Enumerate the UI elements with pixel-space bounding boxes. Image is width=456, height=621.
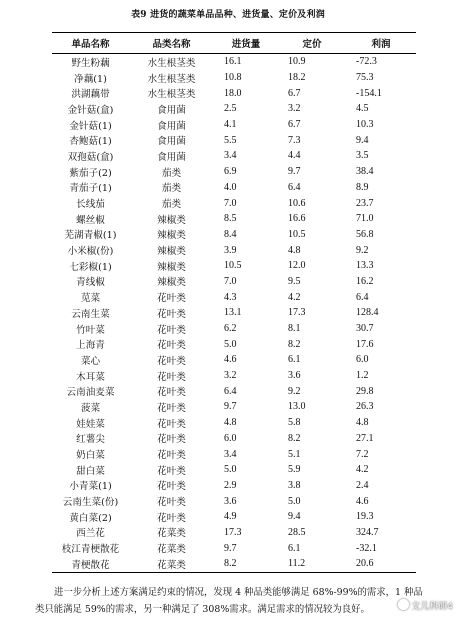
price-cell: 3.8	[288, 479, 301, 491]
table-row	[52, 368, 416, 384]
price-cell: 9.2	[288, 385, 301, 397]
item-name-cell: 枝江青梗散花	[61, 544, 120, 556]
table-body	[52, 54, 416, 573]
price-cell: 4.2	[288, 291, 301, 303]
price-cell: 6.4	[288, 181, 301, 193]
item-name-cell: 小米椒(份)	[67, 246, 114, 258]
purchase-qty-cell: 6.9	[224, 166, 237, 178]
profit-cell: 19.3	[356, 511, 374, 523]
profit-cell: 71.0	[356, 213, 374, 225]
price-cell: 17.3	[288, 307, 306, 319]
watermark	[398, 599, 453, 612]
category-cell: 花菜类	[129, 556, 214, 572]
purchase-qty-cell: 3.6	[224, 495, 237, 507]
price-cell: 28.5	[288, 526, 306, 538]
table-row	[52, 399, 416, 415]
price-cell: 9.4	[288, 511, 301, 523]
category-cell: 辣椒类	[157, 214, 186, 226]
purchase-qty-cell: 4.3	[224, 291, 237, 303]
table-row	[52, 383, 416, 399]
table-header-row	[52, 33, 416, 54]
profit-cell: 324.7	[356, 526, 379, 538]
price-cell: 9.7	[288, 166, 301, 178]
purchase-qty-cell: 8.2	[214, 556, 278, 572]
category-cell: 水生根茎类	[147, 57, 196, 69]
table-caption: 表9 进货的蔬菜单品品种、进货量、定价及利润	[131, 10, 325, 20]
wechat-logo-icon	[398, 599, 409, 610]
profit-cell: -154.1	[356, 87, 382, 99]
analysis-paragraph: 进一步分析上述方案满足约束的情况，发现 4 种品类能够满足 68%-99%的需求，1 种品类只能满足 59%的需求，另一种满足了 308%需求。满足需求的情况较为良好。	[35, 587, 423, 615]
profit-cell: 16.2	[356, 275, 374, 287]
profit-cell: 27.1	[356, 432, 374, 444]
category-cell: 食用菌	[157, 104, 186, 116]
category-cell: 食用菌	[157, 136, 186, 148]
table-row	[52, 54, 416, 70]
category-cell: 食用菌	[157, 120, 186, 132]
profit-cell: 128.4	[356, 307, 379, 319]
item-name-cell: 红薯尖	[76, 434, 105, 446]
profit-cell: 9.4	[356, 134, 369, 146]
category-cell: 花叶类	[157, 481, 186, 493]
purchase-qty-cell: 8.5	[224, 213, 237, 225]
item-name-cell: 螺丝椒	[76, 214, 105, 226]
profit-cell: 23.7	[356, 197, 374, 209]
category-cell: 花叶类	[157, 497, 186, 509]
purchase-qty-cell: 10.8	[224, 72, 242, 84]
category-cell: 花叶类	[157, 308, 186, 320]
price-cell: 12.0	[288, 260, 306, 272]
price-cell: 6.7	[288, 87, 301, 99]
table-row	[52, 148, 416, 164]
price-cell: 8.2	[288, 338, 301, 350]
item-name-cell: 杏鲍菇(1)	[69, 136, 112, 148]
price-cell: 18.2	[288, 72, 306, 84]
purchase-qty-cell: 3.4	[224, 448, 237, 460]
profit-cell: 8.9	[356, 181, 369, 193]
profit-cell: 13.3	[356, 260, 374, 272]
table-row	[52, 446, 416, 462]
profit-cell: 4.6	[356, 495, 369, 507]
item-name-cell: 菜心	[80, 355, 101, 367]
category-cell: 花叶类	[157, 387, 186, 399]
item-name-cell: 竹叶菜	[76, 324, 105, 336]
vegetable-table	[52, 32, 416, 573]
header-category: 品类名称	[129, 33, 214, 54]
purchase-qty-cell: 4.0	[224, 181, 237, 193]
price-cell: 4.8	[288, 244, 301, 256]
category-cell: 辣椒类	[157, 246, 186, 258]
price-cell: 8.2	[288, 432, 301, 444]
purchase-qty-cell: 13.1	[224, 307, 242, 319]
price-cell: 5.0	[288, 495, 301, 507]
price-cell: 10.9	[288, 56, 306, 68]
item-name-cell: 青梗散花	[52, 556, 129, 572]
purchase-qty-cell: 5.5	[224, 134, 237, 146]
item-name-cell: 长线茄	[76, 199, 105, 211]
profit-cell: 38.4	[356, 166, 374, 178]
purchase-qty-cell: 16.1	[224, 56, 242, 68]
item-name-cell: 西兰花	[76, 528, 105, 540]
price-cell: 16.6	[288, 213, 306, 225]
category-cell: 花叶类	[157, 450, 186, 462]
profit-cell: 3.5	[356, 150, 369, 162]
profit-cell: 29.8	[356, 385, 374, 397]
table-row	[52, 509, 416, 525]
category-cell: 茄类	[161, 199, 182, 211]
purchase-qty-cell: 6.4	[224, 385, 237, 397]
profit-cell: -72.3	[356, 56, 377, 68]
item-name-cell: 小青菜(1)	[69, 481, 112, 493]
purchase-qty-cell: 17.3	[224, 526, 242, 538]
table-row	[52, 525, 416, 541]
item-name-cell: 芜湖青椒(1)	[64, 230, 117, 242]
category-cell: 食用菌	[157, 151, 186, 163]
purchase-qty-cell: 18.0	[224, 87, 242, 99]
category-cell: 茄类	[161, 167, 182, 179]
category-cell: 花叶类	[157, 324, 186, 336]
profit-cell: 6.4	[356, 291, 369, 303]
header-item-name: 单品名称	[52, 33, 129, 54]
profit-cell: 26.3	[356, 401, 374, 413]
price-cell: 5.8	[288, 417, 301, 429]
profit-cell: 75.3	[356, 72, 374, 84]
purchase-qty-cell: 3.9	[224, 244, 237, 256]
price-cell: 6.7	[288, 119, 301, 131]
table-row	[52, 164, 416, 180]
item-name-cell: 七彩椒(1)	[69, 261, 112, 273]
purchase-qty-cell: 10.5	[224, 260, 242, 272]
purchase-qty-cell: 7.0	[224, 275, 237, 287]
category-cell: 辣椒类	[157, 230, 186, 242]
item-name-cell: 菠菜	[80, 402, 101, 414]
category-cell: 花叶类	[157, 340, 186, 352]
purchase-qty-cell: 3.4	[224, 150, 237, 162]
table-row	[52, 493, 416, 509]
category-cell: 花菜类	[157, 544, 186, 556]
item-name-cell: 青线椒	[76, 277, 105, 289]
profit-cell: 30.7	[356, 323, 374, 335]
item-name-cell: 紫茄子(2)	[69, 167, 112, 179]
price-cell: 13.0	[288, 401, 306, 413]
category-cell: 花叶类	[157, 293, 186, 305]
price-cell: 6.1	[288, 354, 301, 366]
header-profit: 利润	[346, 33, 416, 54]
category-cell: 辣椒类	[157, 277, 186, 289]
category-cell: 花叶类	[157, 402, 186, 414]
price-cell: 10.5	[288, 228, 306, 240]
table-row	[52, 211, 416, 227]
table-row	[52, 556, 416, 572]
category-cell: 花叶类	[157, 512, 186, 524]
watermark-text: 文儿科研4	[411, 602, 453, 612]
category-cell: 花叶类	[157, 355, 186, 367]
purchase-qty-cell: 3.2	[224, 370, 237, 382]
profit-cell: 4.5	[356, 103, 369, 115]
purchase-qty-cell: 2.9	[224, 479, 237, 491]
table-row	[52, 132, 416, 148]
purchase-qty-cell: 5.0	[224, 464, 237, 476]
table-row	[52, 117, 416, 133]
price-cell: 6.1	[288, 542, 301, 554]
table-row	[52, 195, 416, 211]
table-row	[52, 305, 416, 321]
purchase-qty-cell: 5.0	[224, 338, 237, 350]
purchase-qty-cell: 4.1	[224, 119, 237, 131]
table-row	[52, 242, 416, 258]
purchase-qty-cell: 8.4	[224, 228, 237, 240]
table-row	[52, 101, 416, 117]
table-row	[52, 180, 416, 196]
profit-cell: 10.3	[356, 119, 374, 131]
profit-cell: 20.6	[346, 556, 416, 572]
category-cell: 花菜类	[157, 528, 186, 540]
table-row	[52, 478, 416, 494]
purchase-qty-cell: 2.5	[224, 103, 237, 115]
price-cell: 9.5	[288, 275, 301, 287]
table-row	[52, 415, 416, 431]
purchase-qty-cell: 7.0	[224, 197, 237, 209]
category-cell: 茄类	[161, 183, 182, 195]
category-cell: 水生根茎类	[147, 89, 196, 101]
table-row	[52, 274, 416, 290]
price-cell: 4.4	[288, 150, 301, 162]
table-row	[52, 227, 416, 243]
price-cell: 5.9	[288, 464, 301, 476]
table-row	[52, 85, 416, 101]
item-name-cell: 洪湖藕带	[71, 89, 110, 101]
profit-cell: 1.2	[356, 370, 369, 382]
profit-cell: 56.8	[356, 228, 374, 240]
item-name-cell: 云南油麦菜	[66, 387, 115, 399]
category-cell: 花叶类	[157, 465, 186, 477]
table-row	[52, 462, 416, 478]
purchase-qty-cell: 4.8	[224, 417, 237, 429]
item-name-cell: 上海青	[76, 340, 105, 352]
profit-cell: 7.2	[356, 448, 369, 460]
header-price: 定价	[278, 33, 346, 54]
table-row	[52, 431, 416, 447]
table-row	[52, 540, 416, 556]
profit-cell: 2.4	[356, 479, 369, 491]
item-name-cell: 奶白菜	[76, 450, 105, 462]
item-name-cell: 野生粉藕	[71, 57, 110, 69]
category-cell: 花叶类	[157, 371, 186, 383]
profit-cell: 6.0	[356, 354, 369, 366]
item-name-cell: 金针菇(盒)	[67, 104, 114, 116]
item-name-cell: 甜白菜	[76, 465, 105, 477]
table-row	[52, 70, 416, 86]
table-row	[52, 258, 416, 274]
table-row	[52, 336, 416, 352]
purchase-qty-cell: 4.9	[224, 511, 237, 523]
purchase-qty-cell: 6.0	[224, 432, 237, 444]
item-name-cell: 木耳菜	[76, 371, 105, 383]
price-cell: 10.6	[288, 197, 306, 209]
profit-cell: 4.2	[356, 464, 369, 476]
purchase-qty-cell: 6.2	[224, 323, 237, 335]
header-purchase-qty: 进货量	[214, 33, 278, 54]
profit-cell: 9.2	[356, 244, 369, 256]
category-cell: 水生根茎类	[147, 73, 196, 85]
price-cell: 5.1	[288, 448, 301, 460]
item-name-cell: 云南生菜	[71, 308, 110, 320]
category-cell: 花叶类	[157, 434, 186, 446]
profit-cell: 17.6	[356, 338, 374, 350]
table-row	[52, 289, 416, 305]
table-row	[52, 321, 416, 337]
item-name-cell: 金针菇(1)	[69, 120, 112, 132]
purchase-qty-cell: 9.7	[224, 401, 237, 413]
table-row	[52, 352, 416, 368]
item-name-cell: 净藕(1)	[74, 73, 107, 85]
category-cell: 花叶类	[157, 418, 186, 430]
item-name-cell: 苋菜	[80, 293, 101, 305]
item-name-cell: 娃娃菜	[76, 418, 105, 430]
price-cell: 3.6	[288, 370, 301, 382]
category-cell: 辣椒类	[157, 261, 186, 273]
item-name-cell: 黄白菜(2)	[69, 512, 112, 524]
price-cell: 3.2	[288, 103, 301, 115]
price-cell: 8.1	[288, 323, 301, 335]
item-name-cell: 云南生菜(份)	[62, 497, 119, 509]
profit-cell: -32.1	[356, 542, 377, 554]
profit-cell: 4.8	[356, 417, 369, 429]
purchase-qty-cell: 9.7	[224, 542, 237, 554]
item-name-cell: 青茄子(1)	[69, 183, 112, 195]
price-cell: 7.3	[288, 134, 301, 146]
item-name-cell: 双孢菇(盒)	[67, 151, 114, 163]
purchase-qty-cell: 4.6	[224, 354, 237, 366]
price-cell: 11.2	[278, 556, 346, 572]
